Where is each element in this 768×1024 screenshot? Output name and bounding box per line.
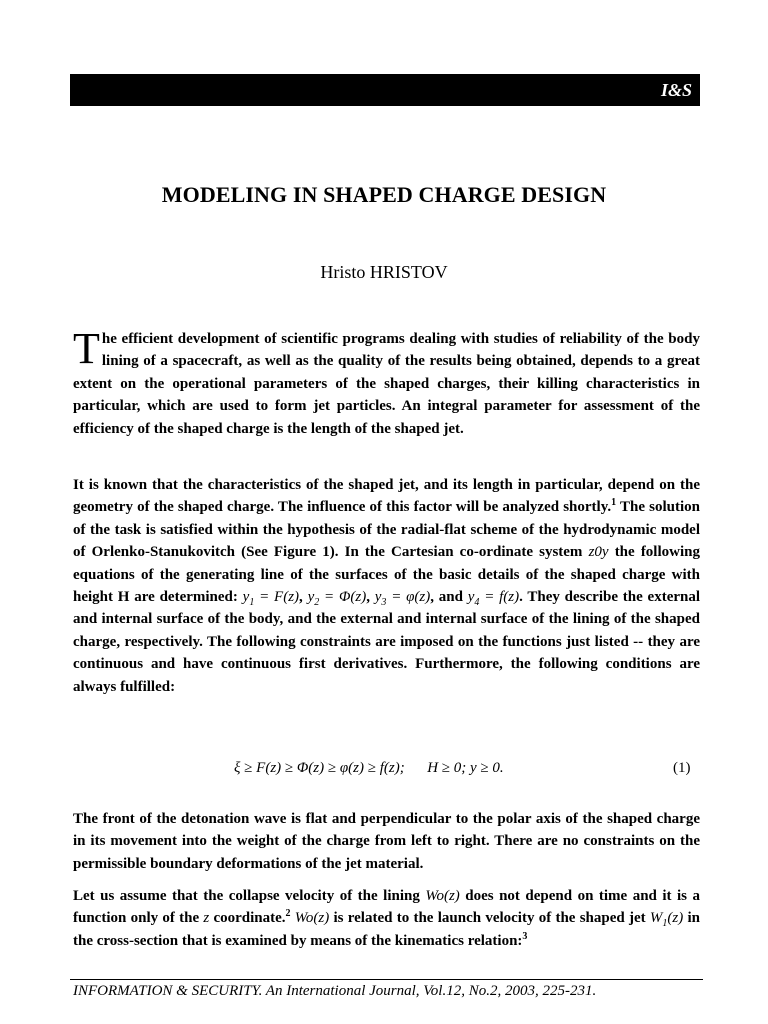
text-segment: coordinate. [209, 910, 286, 927]
wo-symbol: Wo(z) [425, 888, 460, 904]
journal-citation-footer: INFORMATION & SECURITY. An International Journal, Vol.12, No.2, 2003, 225-231. [73, 983, 597, 999]
text-segment: The solution of the task is satisfied within the hypothesis of the radial-flat scheme of the hydrodynamic model of Orlenko-Stanukovitch (See Figure 1). In the Cartesian co-ordinate system [73, 499, 700, 561]
footnote-ref-1: 1 [611, 497, 617, 509]
text-segment: does not depend on time and it is a function only of the [73, 888, 700, 927]
text-segment: is related to the launch velocity of the shaped jet [329, 910, 650, 927]
text-segment: Let us assume that the collapse velocity of the lining [73, 888, 426, 904]
text-segment: It is known that the characteristics of the shaped jet, and its length in particular, depend on the geometry of the shaped charge. The influence of this factor will be analyzed shortly. [73, 477, 700, 516]
footnote-ref-3: 3 [522, 930, 528, 942]
paragraph-detonation-text: The front of the detonation wave is flat and perpendicular to the polar axis of the shaped charge in its movement into the weight of the charge from left to right. There are no constraints on the permissible boundary deformations of the jet material. [73, 811, 700, 872]
text-segment: . They describe the external and internal surface of the body, and the external and internal surface of the lining of the shaped charge, respectively. The following constraints are imposed on the functions just listed -- they are continuous and have continuous first derivatives. Furthermore, the following conditions are always fulfilled: [73, 589, 701, 695]
journal-header-bar [70, 74, 700, 106]
wo-symbol-2: Wo(z) [294, 910, 330, 927]
w1-symbol: $W_1(z)$ [649, 910, 684, 930]
paragraph-collapse-velocity [73, 885, 700, 952]
author-name: Hristo HRISTOV [320, 262, 448, 282]
paragraph-intro [73, 324, 700, 440]
eq-y4: $y_4 = f(z)$ [467, 589, 520, 609]
z-symbol: z [203, 910, 210, 927]
drop-cap: T [73, 324, 100, 373]
equation-number: (1) [673, 760, 691, 776]
paper-title: MODELING IN SHAPED CHARGE DESIGN [161, 182, 607, 207]
equation-1: ξ ≥ F(z) ≥ Φ(z) ≥ φ(z) ≥ f(z); H ≥ 0; y ≥ 0. [234, 760, 504, 776]
eq-y3: $y_3 = \varphi(z)$ [374, 589, 431, 609]
coord-system: z0y [588, 544, 609, 561]
eq-y1: $y_1 = F(z)$ [242, 589, 300, 609]
paragraph-geometry: It is known that the characteristics of the shaped jet, and its length in particular, depend on the geometry of the shaped charge. The influence of this factor will be analyzed shortly.$^1$ The solution of the task is satisfied within the hypothesis of the radial-flat scheme of the hydrodynamic model of Orlenko-Stanukovitch (See Figure 1). In the Cartesian co-ordinate system z0y the following equations of the generating line of the surfaces of the basic details of the shaped charge with height H are determined: $y_1 = F(z)$, $y_2 = \Phi(z)$, $y_3 = \varphi(z)$, and $y_4 = f(z)$. They describe the external and internal surface of the body, and the external and internal surface of the lining of the shaped charge, respectively. The following constraints are imposed on the functions just listed -- they are continuous and have continuous first derivatives. Furthermore, the following conditions are always fulfilled: [73, 477, 701, 695]
footnote-ref-2: 2 [285, 908, 291, 920]
paragraph-intro-text: he efficient development of scientific programs dealing with studies of reliability of the body lining of a spacecraft, as well as the quality of the results being obtained, depends to a great extent on the operational parameters of the shaped charges, their killing characteristics in particular, which are used to form jet particles. An integral parameter for assessment of the efficiency of the shaped charge is the length of the shaped jet. [73, 331, 700, 437]
paragraph-detonation [73, 808, 700, 875]
text-segment: the following equations of the generating line of the surfaces of the basic details of the shaped charge with height H are determined: [73, 544, 700, 606]
footer-rule [70, 979, 703, 980]
text-segment: , and [430, 589, 468, 606]
eq-y2: $y_2 = \Phi(z)$ [307, 589, 367, 609]
journal-tag: I&S [660, 80, 692, 100]
text-segment: in the cross-section that is examined by means of the kinematics relation: [73, 910, 700, 949]
